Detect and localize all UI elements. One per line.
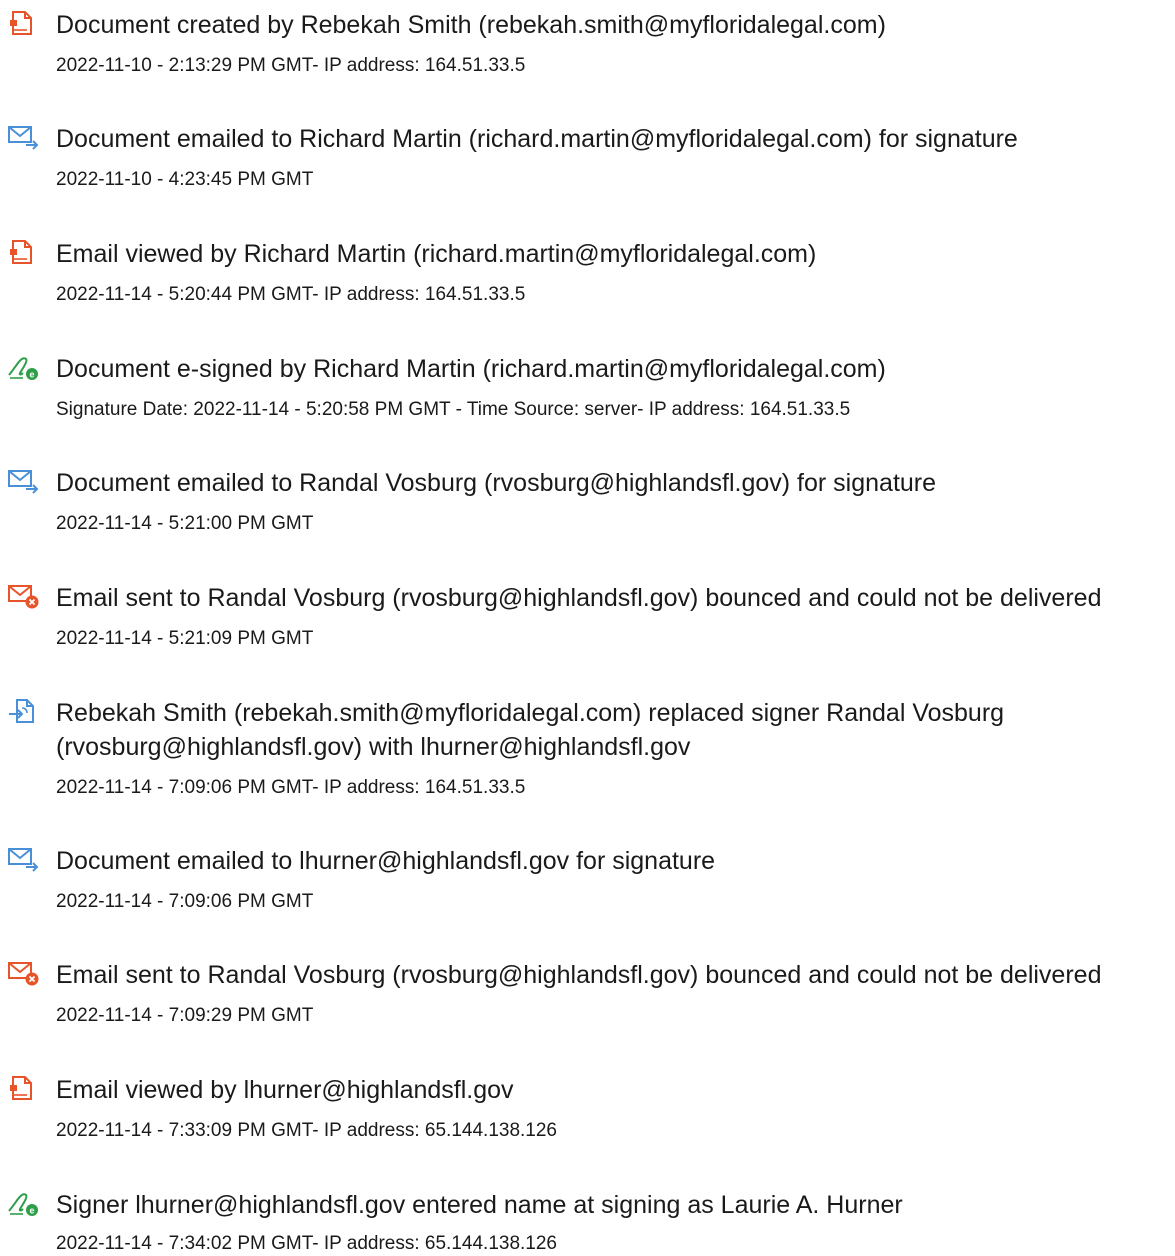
event-description: Email sent to Randal Vosburg (rvosburg@highlandsfl.gov) bounced and could not be delivered [56, 961, 1102, 989]
event-timestamp: 2022-11-10 - 4:23:45 PM GMT [56, 169, 314, 190]
event-timestamp: 2022-11-14 - 7:33:09 PM GMT- IP address: 65.144.138.126 [56, 1120, 557, 1141]
event-description: Document e-signed by Richard Martin (richard.martin@myfloridalegal.com) [56, 355, 886, 383]
document-viewed-icon [6, 238, 40, 266]
signer-replaced-icon [6, 697, 40, 725]
event-description: Document emailed to Randal Vosburg (rvosburg@highlandsfl.gov) for signature [56, 469, 937, 497]
event-description: Document emailed to lhurner@highlandsfl.gov for signature [56, 847, 716, 875]
event-description: Email viewed by Richard Martin (richard.martin@myfloridalegal.com) [56, 240, 817, 268]
event-timestamp: 2022-11-10 - 2:13:29 PM GMT- IP address: 164.51.33.5 [56, 55, 526, 76]
event-timestamp: 2022-11-14 - 7:09:29 PM GMT [56, 1005, 314, 1026]
email-bounced-icon [6, 959, 40, 987]
e-signed-icon [6, 353, 40, 381]
email-sent-icon [6, 467, 40, 495]
event-description: Document emailed to Richard Martin (richard.martin@myfloridalegal.com) for signature [56, 125, 1018, 153]
event-timestamp: 2022-11-14 - 7:09:06 PM GMT [56, 891, 314, 912]
event-description: Email sent to Randal Vosburg (rvosburg@highlandsfl.gov) bounced and could not be delivered [56, 584, 1102, 612]
document-created-icon [6, 9, 40, 37]
event-timestamp: 2022-11-14 - 7:34:02 PM GMT- IP address: 65.144.138.126 [56, 1233, 557, 1254]
email-sent-icon [6, 845, 40, 873]
e-signed-icon [6, 1189, 40, 1217]
event-timestamp: 2022-11-14 - 5:21:00 PM GMT [56, 513, 314, 534]
event-description: Email viewed by lhurner@highlandsfl.gov [56, 1076, 514, 1104]
event-description: Signer lhurner@highlandsfl.gov entered name at signing as Laurie A. Hurner [56, 1191, 903, 1219]
email-sent-icon [6, 123, 40, 151]
event-description: Document created by Rebekah Smith (rebekah.smith@myfloridalegal.com) [56, 11, 886, 39]
event-timestamp: Signature Date: 2022-11-14 - 5:20:58 PM GMT - Time Source: server- IP address: 164.51.33.5 [56, 399, 851, 420]
email-bounced-icon [6, 582, 40, 610]
event-description: Rebekah Smith (rebekah.smith@myfloridalegal.com) replaced signer Randal Vosburg (rvosburg@highlandsfl.gov) with lhurner@highlandsfl.gov [56, 699, 1005, 761]
event-timestamp: 2022-11-14 - 5:21:09 PM GMT [56, 628, 314, 649]
event-timestamp: 2022-11-14 - 5:20:44 PM GMT- IP address: 164.51.33.5 [56, 284, 526, 305]
document-viewed-icon [6, 1074, 40, 1102]
event-timestamp: 2022-11-14 - 7:09:06 PM GMT- IP address: 164.51.33.5 [56, 777, 526, 798]
